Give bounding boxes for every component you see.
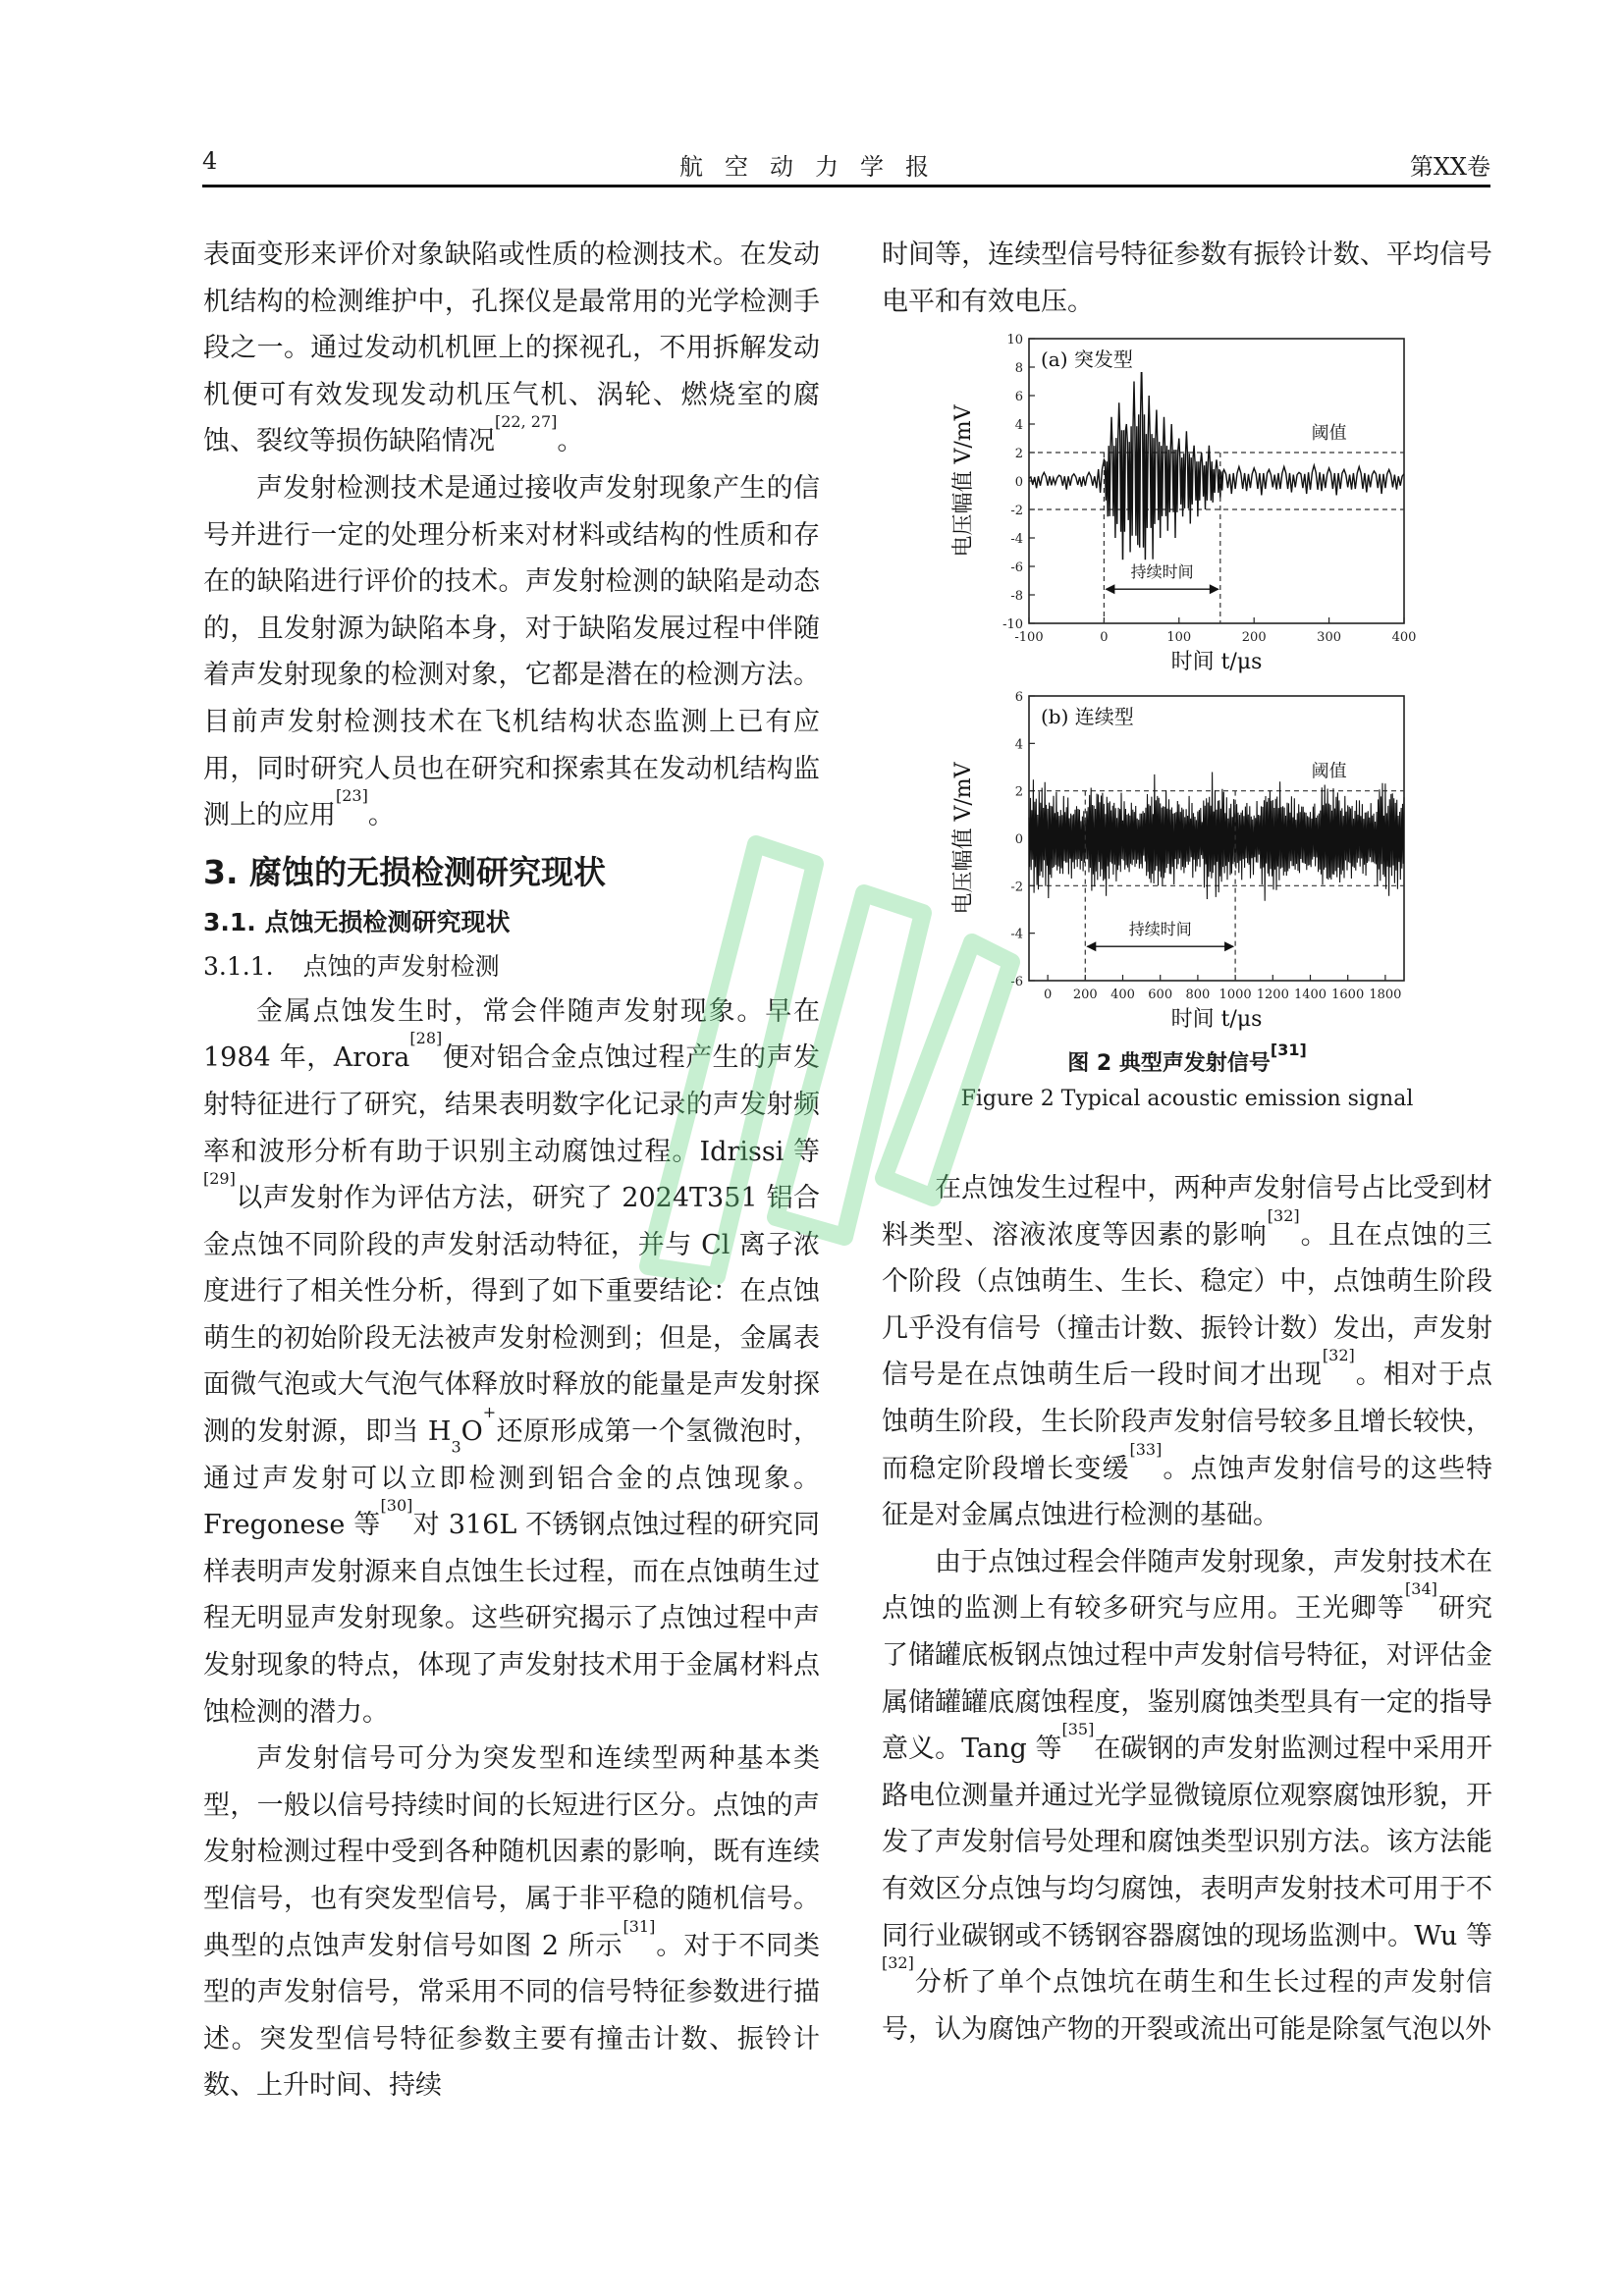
subsubsection-heading: 3.1.1. 点蚀的声发射检测 xyxy=(203,951,500,981)
x-tick-label: 600 xyxy=(1148,988,1173,1002)
y-tick-label: 2 xyxy=(1014,784,1023,800)
x-axis-label: 时间 t/μs xyxy=(1170,650,1263,674)
journal-title: 航空动力学报 xyxy=(679,153,950,181)
paragraph: 由于点蚀过程会伴随声发射现象，声发射技术在点蚀的监测上有较多研究与应用。王光卿等[34]研究了储罐底板钢点蚀过程中声发射信号特征，对评估金属储罐罐底腐蚀程度，鉴别腐蚀类型具有一定的指导意义。Tang 等[35]在碳钢的声发射监测过程中采用开路电位测量并通过光学显微镜原位观察腐蚀形貌，开发了声发射信号处理和腐蚀类型识别方法。该方法能有效区分点蚀与均匀腐蚀，表明声发射技术可用于不同行业碳钢或不锈钢容器腐蚀的现场监测中。Wu 等[32]分析了单个点蚀坑在萌生和生长过程的声发射信号，认为腐蚀产物的开裂或流出可能是除氢气泡以外 xyxy=(882,1546,1493,2045)
y-tick-label: -10 xyxy=(1002,617,1023,632)
figure-caption-cn: 图 2 典型声发射信号[31] xyxy=(1067,1041,1307,1076)
x-tick-label: 200 xyxy=(1072,988,1098,1002)
x-tick-label: 1600 xyxy=(1331,988,1365,1002)
y-tick-label: 6 xyxy=(1014,690,1023,705)
duration-arrowhead-left xyxy=(1105,584,1114,594)
x-tick-label: 300 xyxy=(1317,630,1342,645)
subsection-heading: 3.1. 点蚀无损检测研究现状 xyxy=(203,907,511,936)
paragraph: 表面变形来评价对象缺陷或性质的检测技术。在发动机结构的检测维护中，孔探仪是最常用的光学检测手段之一。通过发动机机匣上的探视孔，不用拆解发动机便可有效发现发动机压气机、涡轮、燃烧室的腐蚀、裂纹等损伤缺陷情况[22, 27]。 xyxy=(203,240,820,457)
figure-caption-en: Figure 2 Typical acoustic emission signal xyxy=(960,1087,1414,1111)
y-tick-label: 8 xyxy=(1014,361,1023,376)
x-tick-label: 1000 xyxy=(1218,988,1252,1002)
threshold-label: 阈值 xyxy=(1311,761,1347,782)
y-tick-label: 4 xyxy=(1014,418,1023,433)
threshold-label: 阈值 xyxy=(1311,423,1347,444)
paragraph: 声发射检测技术是通过接收声发射现象产生的信号并进行一定的处理分析来对材料或结构的性质和存在的缺陷进行评价的技术。声发射检测的缺陷是动态的，且发射源为缺陷本身，对于缺陷发展过程中伴随着声发射现象的检测对象，它都是潜在的检测方法。目前声发射检测技术在飞机结构状态监测上已有应用，同时研究人员也在研究和探索其在发动机结构监测上的应用[23]。 xyxy=(203,472,820,831)
duration-label: 持续时间 xyxy=(1130,562,1194,582)
x-tick-label: 1200 xyxy=(1256,988,1289,1002)
y-tick-label: 10 xyxy=(1006,333,1023,347)
right-column-bottom xyxy=(882,1165,1492,2053)
y-tick-label: -2 xyxy=(1010,880,1023,895)
x-tick-label: 100 xyxy=(1166,630,1192,645)
y-axis-label: 电压幅值 V/mV xyxy=(951,762,976,915)
y-tick-label: 6 xyxy=(1014,390,1023,404)
paragraph: 在点蚀发生过程中，两种声发射信号占比受到材料类型、溶液浓度等因素的影响[32]。且在点蚀的三个阶段（点蚀萌生、生长、稳定）中，点蚀萌生阶段几乎没有信号（撞击计数、振铃计数）发出，声发射信号是在点蚀萌生后一段时间才出现[32]。相对于点蚀萌生阶段，生长阶段声发射信号较多且增长较快，而稳定阶段增长变缓[33]。点蚀声发射信号的这些特征是对金属点蚀进行检测的基础。 xyxy=(882,1173,1493,1531)
x-tick-label: 1800 xyxy=(1369,988,1402,1002)
duration-label: 持续时间 xyxy=(1128,920,1192,939)
paragraph: 声发射信号可分为突发型和连续型两种基本类型，一般以信号持续时间的长短进行区分。点蚀的声发射检测过程中受到各种随机因素的影响，既有连续型信号，也有突发型信号，属于非平稳的随机信号。典型的点蚀声发射信号如图 2 所示[31]。对于不同类型的声发射信号，常采用不同的信号特征参数进行描述。突发型信号特征参数主要有撞击计数、振铃计数、上升时间、持续 xyxy=(203,1743,821,2102)
paragraph: 时间等，连续型信号特征参数有振铃计数、平均信号电平和有效电压。 xyxy=(882,240,1492,317)
x-tick-label: 800 xyxy=(1185,988,1211,1002)
header-rule xyxy=(202,185,1490,187)
y-tick-label: 2 xyxy=(1014,447,1023,461)
x-tick-label: 0 xyxy=(1100,630,1109,645)
x-tick-label: -100 xyxy=(1014,630,1044,645)
y-tick-label: 0 xyxy=(1014,832,1023,847)
y-tick-label: -4 xyxy=(1010,927,1023,942)
x-tick-label: 200 xyxy=(1241,630,1267,645)
paragraph: 金属点蚀发生时，常会伴随声发射现象。早在 1984 年，Arora[28]便对铝合金点蚀过程产生的声发射特征进行了研究，结果表明数字化记录的声发射频率和波形分析有助于识别主动腐蚀过程。Idrissi 等[29]以声发射作为评估方法，研究了 2024T351 铝合金点蚀不同阶段的声发射活动特征，并与 Cl 离子浓度进行了相关性分析，得到了如下重要结论：在点蚀萌生的初始阶段无法被声发射检测到；但是，金属表面微气泡或大气泡气体释放时释放的能量是声发射探测的发射源，即当 H3O+还原形成第一个氢微泡时，通过声发射可以立即检测到铝合金的点蚀现象。Fregonese 等[30]对 316L 不锈钢点蚀过程的研究同样表明声发射源来自点蚀生长过程，而在点蚀萌生过程无明显声发射现象。这些研究揭示了点蚀过程中声发射现象的特点，体现了声发射技术用于金属材料点蚀检测的潜力。 xyxy=(203,995,820,1728)
x-tick-label: 400 xyxy=(1391,630,1417,645)
right-column-top xyxy=(882,232,1492,325)
page-number: 4 xyxy=(202,147,218,175)
y-tick-label: -4 xyxy=(1010,532,1023,547)
y-axis-label: 电压幅值 V/mV xyxy=(951,404,976,558)
y-tick-label: -6 xyxy=(1010,561,1023,575)
signal-line xyxy=(1029,360,1404,574)
volume-label: 第XX卷 xyxy=(1409,153,1490,181)
chart-burst xyxy=(943,329,1434,682)
x-axis-label: 时间 t/μs xyxy=(1170,1007,1263,1032)
x-tick-label: 1400 xyxy=(1293,988,1327,1002)
y-tick-label: -2 xyxy=(1010,504,1023,518)
x-tick-label: 0 xyxy=(1043,988,1053,1002)
section-heading: 3. 腐蚀的无损检测研究现状 xyxy=(203,852,606,891)
duration-arrowhead-left xyxy=(1086,941,1096,951)
y-tick-label: -6 xyxy=(1010,975,1023,989)
y-tick-label: 4 xyxy=(1014,737,1023,753)
y-tick-label: -8 xyxy=(1010,589,1023,604)
chart-title: (a) 突发型 xyxy=(1041,347,1133,371)
duration-arrowhead-right xyxy=(1224,941,1234,951)
chart-title: (b) 连续型 xyxy=(1041,705,1134,728)
watermark-icon xyxy=(609,805,1021,1296)
y-tick-label: 0 xyxy=(1014,475,1023,490)
duration-arrowhead-right xyxy=(1210,584,1219,594)
x-tick-label: 400 xyxy=(1110,988,1135,1002)
plot-frame xyxy=(1029,339,1404,623)
